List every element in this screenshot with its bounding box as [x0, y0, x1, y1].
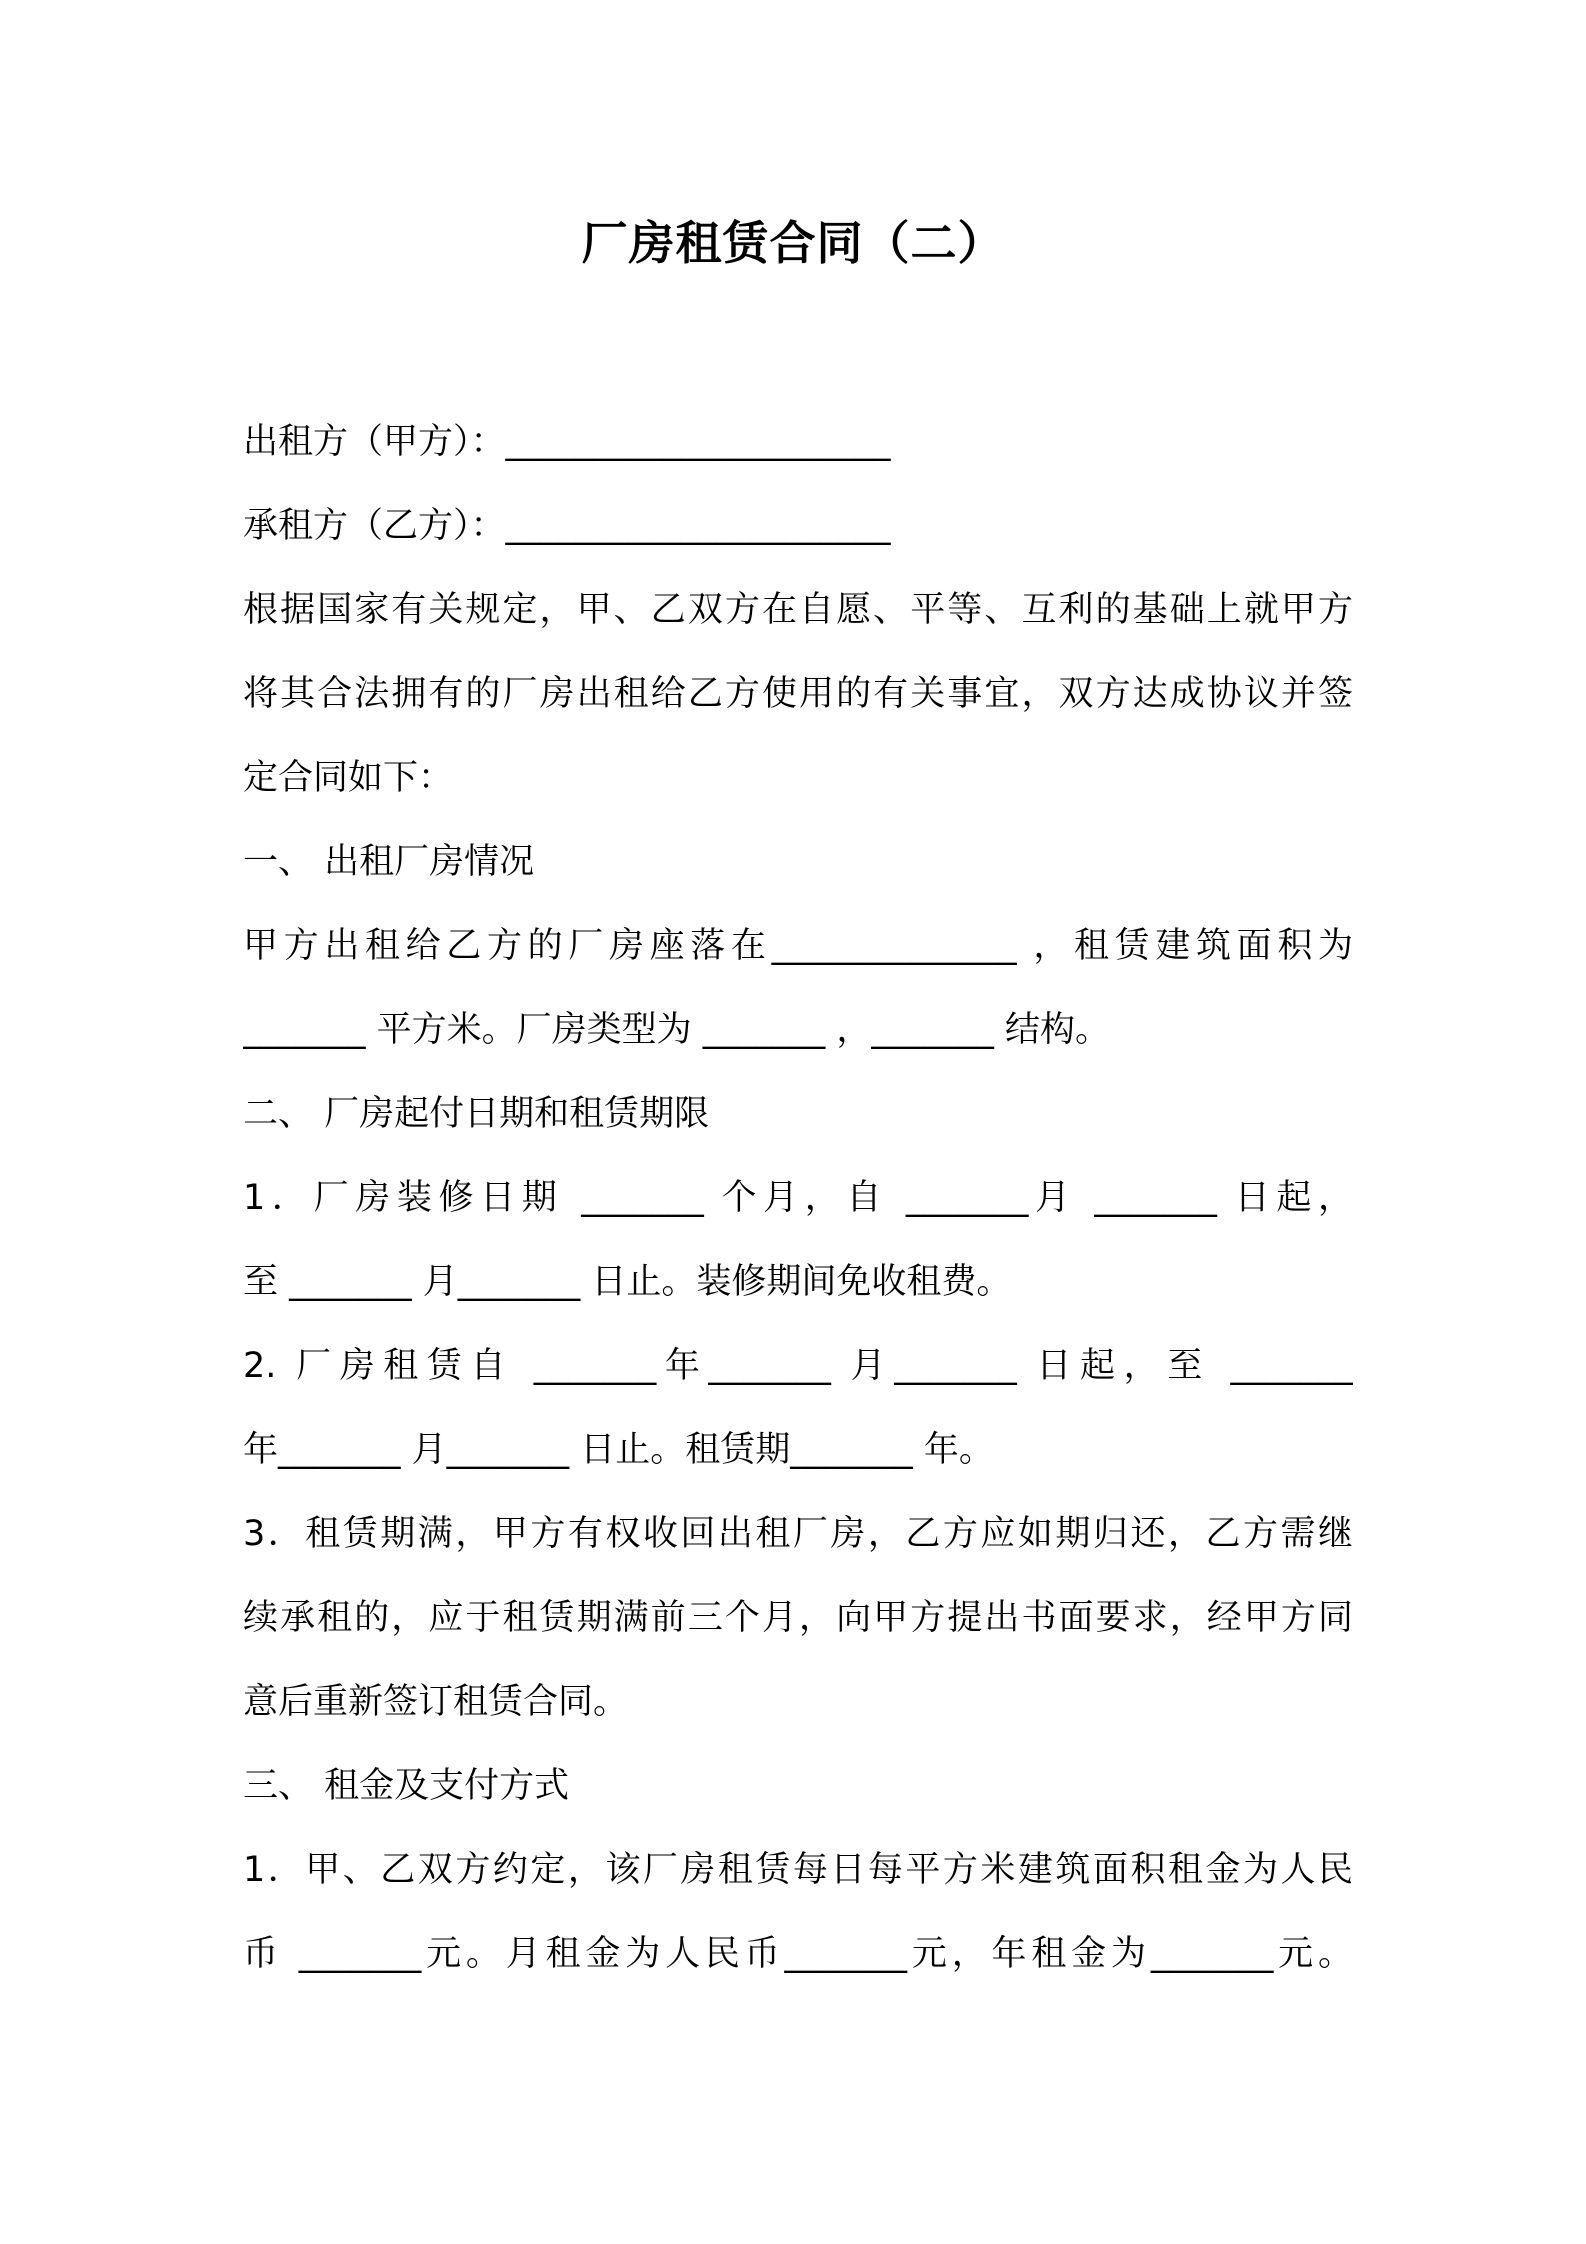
lessor-party-line: 出租方（甲方）：______________________: [243, 422, 891, 462]
section-3-item-1-line-2: 币 _______元。月租金为人民币_______元，年租金为_______元。: [243, 1934, 1353, 1974]
preamble-line-2: 将其合法拥有的厂房出租给乙方使用的有关事宜，双方达成协议并签: [243, 674, 1353, 714]
section-2-item-3-line-2: 续承租的，应于租赁期满前三个月，向甲方提出书面要求，经甲方同: [243, 1598, 1353, 1638]
section-1-heading: 一、 出租厂房情况: [243, 842, 535, 882]
preamble-line-1: 根据国家有关规定，甲、乙双方在自愿、平等、互利的基础上就甲方: [243, 590, 1353, 630]
section-2-heading: 二、 厂房起付日期和租赁期限: [243, 1094, 710, 1134]
section-2-item-2-line-1: 2. 厂房租赁自 _______年_______ 月_______ 日起，至 _______: [243, 1346, 1353, 1386]
section-3-heading: 三、 租金及支付方式: [243, 1766, 570, 1806]
preamble-line-3: 定合同如下：: [243, 758, 454, 798]
document-title: 厂房租赁合同（二）: [581, 216, 1005, 270]
section-2-item-1-line-1: 1．厂房装修日期 _______ 个月，自 _______月 _______ 日起，: [243, 1178, 1353, 1218]
section-2-item-2-line-2: 年_______ 月_______ 日止。租赁期_______ 年。: [243, 1430, 994, 1470]
section-1-line-2: _______ 平方米。厂房类型为 _______ ，_______ 结构。: [243, 1010, 1111, 1050]
section-2-item-3-line-1: 3．租赁期满，甲方有权收回出租厂房，乙方应如期归还，乙方需继: [243, 1514, 1353, 1554]
section-1-line-1: 甲方出租给乙方的厂房座落在______________ ，租赁建筑面积为: [243, 926, 1353, 966]
lessee-party-line: 承租方（乙方）：______________________: [243, 506, 891, 546]
section-3-item-1-line-1: 1．甲、乙双方约定，该厂房租赁每日每平方米建筑面积租金为人民: [243, 1850, 1353, 1890]
section-2-item-1-line-2: 至 _______ 月_______ 日止。装修期间免收租费。: [243, 1262, 1012, 1302]
section-2-item-3-line-3: 意后重新签订租赁合同。: [243, 1682, 629, 1722]
